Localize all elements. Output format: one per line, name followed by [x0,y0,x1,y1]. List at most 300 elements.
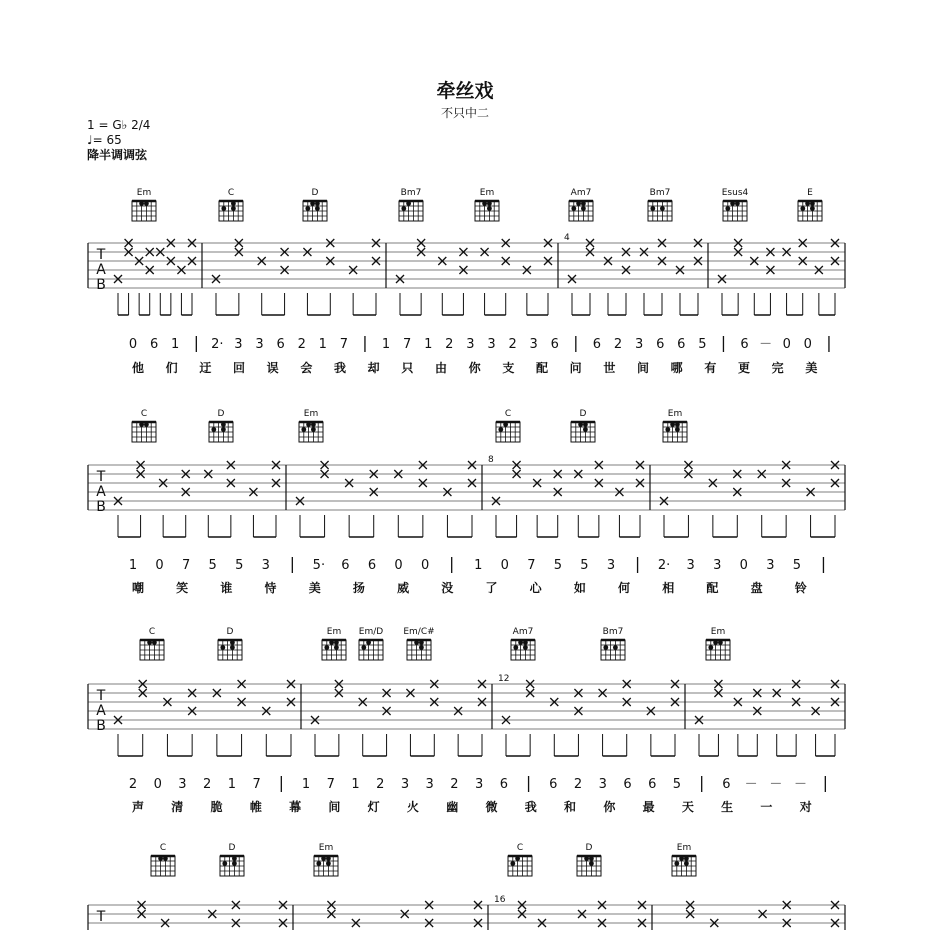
notation-note: 0 [803,337,812,352]
chord-diagram [132,422,156,442]
chord-diagram [569,201,593,221]
notation-note: 1 [227,777,237,792]
chord-name: Em [136,188,152,198]
chord-finger-dot [730,201,735,206]
chord-finger-dot [581,206,586,211]
notation-note: 0 [153,777,162,792]
chord-diagram [672,856,696,876]
notation-note: 2 [376,777,385,792]
lyric-char: 幕 [289,800,302,814]
notation-note: 1 [424,337,433,352]
chord-finger-dot [310,201,315,206]
notation-barline: | [289,554,296,573]
chord-name: Am7 [570,188,592,198]
chord-finger-dot [231,206,236,211]
lyric-char: 我 [333,361,347,375]
chord-name: D [579,409,587,419]
notation-note: 5 [672,777,682,792]
chord-finger-dot [222,861,227,866]
notation-note: 6 [623,777,632,792]
chord-finger-dot [725,206,730,211]
notation-barline: | [193,333,199,352]
chord-finger-dot [583,427,588,432]
lyric-char: 你 [468,361,481,375]
lyric-char: 只 [401,361,414,375]
chord-name: D [585,843,593,853]
lyric-char: 微 [485,800,498,814]
lyric-char: 问 [569,361,582,375]
chord-name: Bm7 [400,188,422,198]
chord-finger-dot [419,645,424,650]
chord-name: Em [303,409,319,419]
song-title: 牵丝戏 [436,80,494,102]
chord-finger-dot [230,645,235,650]
notation-note: 1 [171,337,180,352]
lyric-char: 和 [564,800,577,814]
lyric-char: 相 [662,581,675,595]
notation-note: 7 [252,777,261,792]
lyric-char: 却 [367,361,380,375]
chord-finger-dot [144,422,149,427]
chord-finger-dot [735,201,740,206]
notation-note: 2 [203,777,212,792]
notation-note: 6 [550,337,559,352]
chord-finger-dot [232,861,237,866]
notation-note: 3 [178,777,187,792]
notation-barline: | [362,333,368,352]
lyric-char: 一 [760,800,773,814]
chord-finger-dot [576,201,581,206]
chord-name: Em [326,627,342,637]
notation-note: 3 [487,337,496,352]
notation-note: 6 [367,558,377,573]
chord-name: Em [667,409,683,419]
notation-note: 6 [341,558,350,573]
lyric-char: 脆 [210,800,223,814]
notation-note: 3 [425,777,434,792]
tab-clef-a: A [96,262,106,278]
lyric-char: 谁 [220,581,233,595]
lyric-char: 最 [642,800,655,814]
chord-finger-dot [361,645,366,650]
lyric-char: 声 [131,800,145,814]
chord-diagram [508,856,532,876]
notation-note: 1 [318,337,327,352]
notation-note: 2· [657,558,671,573]
chord-finger-dot [220,645,225,650]
notation-note: 5 [208,558,217,573]
notation-note: 7 [527,558,536,573]
chord-finger-dot [584,856,589,861]
chord-finger-dot [329,640,334,645]
notation-note: － [769,777,783,792]
chord-finger-dot [583,422,588,427]
notation-note: 1 [381,337,391,352]
notation-note: 0 [500,558,509,573]
chord-finger-dot [675,422,680,427]
notation-note: 2 [128,777,138,792]
notation-note: 6 [499,777,509,792]
notation-note: 2 [613,337,623,352]
lyric-char: 会 [300,361,313,375]
chord-finger-dot [515,856,520,861]
notation-note: 6 [722,777,731,792]
lyric-char: 扬 [352,581,365,595]
notation-note: 0 [394,558,403,573]
chord-diagram [648,201,672,221]
notation-note: 6 [648,777,657,792]
notation-note: 3 [713,558,722,573]
chord-name: Esus4 [721,188,749,198]
chord-finger-dot [510,861,515,866]
chord-finger-dot [152,640,157,645]
notation-note: 6 [592,337,602,352]
notation-note: 6 [656,337,665,352]
lyric-char: 灯 [367,800,380,814]
lyric-char: 我 [524,800,537,814]
chord-finger-dot [158,856,163,861]
chord-finger-dot [670,422,675,427]
chord-name: Em [479,188,495,198]
chord-name: Bm7 [649,188,671,198]
chord-finger-dot [144,201,149,206]
tab-clef-b: B [96,277,106,293]
notation-note: 0 [739,558,748,573]
notation-note: 5· [312,558,326,573]
chord-finger-dot [305,206,310,211]
notation-note: 7 [339,337,349,352]
chord-finger-dot [147,640,152,645]
chord-name: D [226,627,234,637]
lyric-char: 完 [771,361,784,375]
chord-finger-dot [578,422,583,427]
notation-note: 1 [301,777,311,792]
chord-name: Am7 [512,627,534,637]
chord-diagram [299,422,323,442]
notation-note: 2· [211,337,224,352]
chord-diagram [218,640,242,660]
notation-note: 3 [598,777,607,792]
lyric-char: 铃 [794,581,807,595]
lyric-char: 有 [704,361,717,375]
chord-finger-dot [684,861,689,866]
chord-finger-dot [334,640,339,645]
chord-finger-dot [326,861,331,866]
key-signature: 1 = G♭ 2/4 [87,118,151,132]
notation-note: 3 [234,337,243,352]
chord-name: Em [318,843,334,853]
chord-diagram [496,422,520,442]
chord-name: Em/D [358,627,384,637]
lyric-char: 更 [737,361,751,375]
lyric-char: 生 [721,800,734,814]
notation-barline: | [720,333,727,352]
chord-finger-dot [487,206,492,211]
chord-finger-dot [414,640,419,645]
chord-diagram [140,640,164,660]
chord-diagram [663,422,687,442]
notation-note: － [794,777,808,792]
chord-diagram [577,856,601,876]
chord-finger-dot [221,422,226,427]
chord-finger-dot [800,206,805,211]
chord-name: D [217,409,225,419]
notation-note: 6 [549,777,558,792]
chord-diagram [303,201,327,221]
tab-clef-b: B [96,718,106,734]
lyric-char: 间 [636,361,650,375]
notation-note: 3 [466,337,475,352]
notation-note: 7 [181,558,191,573]
notation-note: 2 [450,777,459,792]
notation-note: 1 [128,558,138,573]
notation-barline: | [822,773,828,792]
chord-finger-dot [589,856,594,861]
chord-finger-dot [419,640,424,645]
notation-note: 0 [420,558,430,573]
lyric-char: 迂 [199,361,212,375]
lyric-char: 回 [232,361,246,375]
tab-clef-a: A [96,703,106,719]
chord-finger-dot [660,206,665,211]
tab-staff [88,905,845,923]
chord-finger-dot [316,861,321,866]
notation-note: 3 [529,337,538,352]
notation-note: 1 [351,777,360,792]
notation-note: 3 [686,558,695,573]
notation-note: 6 [677,337,686,352]
tab-staff [88,684,845,729]
chord-finger-dot [324,645,329,650]
chord-diagram [601,640,625,660]
notation-note: 5 [580,558,589,573]
lyric-char: 何 [618,581,631,595]
lyric-char: 笑 [176,581,189,595]
chord-diagram [798,201,822,221]
chord-name: C [159,843,167,853]
chord-finger-dot [139,422,144,427]
notation-barline: | [448,554,455,573]
notation-barline: | [826,333,832,352]
chord-finger-dot [163,856,168,861]
lyric-char: 清 [171,800,184,814]
lyric-char: 帷 [249,800,262,814]
lyric-char: 世 [603,361,616,375]
tab-clef-t: T [96,909,106,925]
lyric-char: 美 [308,581,321,595]
chord-finger-dot [315,201,320,206]
lyric-char: 误 [266,361,279,375]
chord-finger-dot [571,206,576,211]
measure-number: 16 [494,895,506,905]
chord-diagram [571,422,595,442]
lyric-char: 嘲 [131,581,145,595]
notation-note: 6 [276,337,285,352]
chord-diagram [314,856,338,876]
chord-finger-dot [315,206,320,211]
chord-finger-dot [679,856,684,861]
notation-note: － [759,337,773,352]
notation-note: 3 [261,558,270,573]
notation-note: 6 [149,337,159,352]
tab-clef-t: T [96,688,106,704]
chord-finger-dot [301,427,306,432]
chord-finger-dot [326,856,331,861]
lyric-char: 威 [397,581,410,595]
chord-name: Bm7 [602,627,624,637]
chord-diagram [399,201,423,221]
chord-diagram [220,856,244,876]
lyric-char: 没 [441,581,454,595]
lyric-char: 间 [328,800,341,814]
tab-clef-b: B [96,499,106,515]
chord-name: Em [710,627,726,637]
chord-diagram [359,640,383,660]
chord-diagram [407,640,431,660]
notation-barline: | [634,554,641,573]
chord-diagram [511,640,535,660]
notation-note: 2 [445,337,454,352]
chord-finger-dot [487,201,492,206]
lyric-char: 火 [406,800,419,814]
lyric-char: 盘 [750,581,763,595]
chord-finger-dot [311,422,316,427]
chord-finger-dot [581,201,586,206]
lyric-char: 你 [603,800,616,814]
notation-note: 6 [740,337,749,352]
notation-barline: | [698,773,705,792]
chord-diagram [723,201,747,221]
chord-finger-dot [523,640,528,645]
notation-note: 1 [474,558,483,573]
notation-note: 0 [782,337,791,352]
notation-note: 0 [128,337,138,352]
lyric-char: 如 [573,581,586,595]
notation-note: 5 [553,558,563,573]
chord-finger-dot [401,206,406,211]
chord-finger-dot [674,861,679,866]
chord-finger-dot [211,427,216,432]
chord-finger-dot [810,206,815,211]
chord-finger-dot [498,427,503,432]
notation-barline: | [525,773,532,792]
lyric-char: 他 [131,361,145,375]
chord-diagram [219,201,243,221]
chord-finger-dot [311,427,316,432]
notation-note: 7 [326,777,335,792]
measure-number: 4 [564,233,570,243]
chord-name: D [311,188,319,198]
chord-diagram [209,422,233,442]
chord-name: E [807,188,813,198]
chord-name: Em [676,843,692,853]
lyric-char: 心 [529,581,542,595]
tab-clef-t: T [96,469,106,485]
lyric-char: 对 [799,800,812,814]
measure-number: 8 [488,455,494,465]
lyric-char: 配 [706,581,719,595]
notation-note: 5 [792,558,802,573]
tab-staff [88,465,845,510]
chord-finger-dot [603,645,608,650]
chord-finger-dot [503,422,508,427]
chord-finger-dot [366,640,371,645]
chord-name: C [504,409,512,419]
chord-finger-dot [523,645,528,650]
chord-finger-dot [232,856,237,861]
notation-note: 2 [508,337,517,352]
chord-finger-dot [684,856,689,861]
lyric-char: 恃 [264,581,277,595]
chord-finger-dot [665,427,670,432]
notation-note: 3 [606,558,616,573]
notation-barline: | [820,554,827,573]
chord-name: C [140,409,148,419]
chord-finger-dot [230,640,235,645]
notation-note: 3 [400,777,410,792]
notation-note: 5 [235,558,244,573]
notation-note: 3 [255,337,264,352]
notation-note: 3 [474,777,484,792]
notation-note: 7 [403,337,412,352]
song-artist: 不只中二 [440,106,489,120]
chord-finger-dot [810,201,815,206]
chord-finger-dot [334,645,339,650]
chord-diagram [151,856,175,876]
chord-finger-dot [613,645,618,650]
notation-note: 5 [698,337,707,352]
chord-finger-dot [406,201,411,206]
chord-finger-dot [321,856,326,861]
chord-finger-dot [518,640,523,645]
notation-note: － [744,777,758,792]
chord-finger-dot [139,201,144,206]
chord-name: Em/C# [403,627,435,637]
chord-name: C [516,843,524,853]
chord-finger-dot [675,427,680,432]
notation-note: 0 [155,558,164,573]
chord-diagram [475,201,499,221]
chord-finger-dot [718,640,723,645]
notation-note: 3 [766,558,775,573]
chord-name: C [148,627,156,637]
chord-finger-dot [805,201,810,206]
lyric-char: 们 [165,361,178,375]
chord-finger-dot [589,861,594,866]
chord-finger-dot [708,645,713,650]
chord-diagram [322,640,346,660]
notation-barline: | [278,773,285,792]
chord-diagram [132,201,156,221]
lyric-char: 美 [805,361,818,375]
chord-finger-dot [513,645,518,650]
tuning-note: 降半调调弦 [87,148,148,162]
notation-note: 2 [573,777,583,792]
chord-finger-dot [231,201,236,206]
lyric-char: 配 [535,361,549,375]
chord-name: C [227,188,235,198]
lyric-char: 天 [681,800,694,814]
tab-clef-a: A [96,484,106,500]
lyric-char: 支 [502,361,515,375]
chord-finger-dot [306,422,311,427]
chord-diagram [706,640,730,660]
chord-finger-dot [221,427,226,432]
notation-note: 2 [297,337,306,352]
lyric-char: 幽 [446,800,459,814]
chord-finger-dot [482,201,487,206]
chord-finger-dot [221,206,226,211]
